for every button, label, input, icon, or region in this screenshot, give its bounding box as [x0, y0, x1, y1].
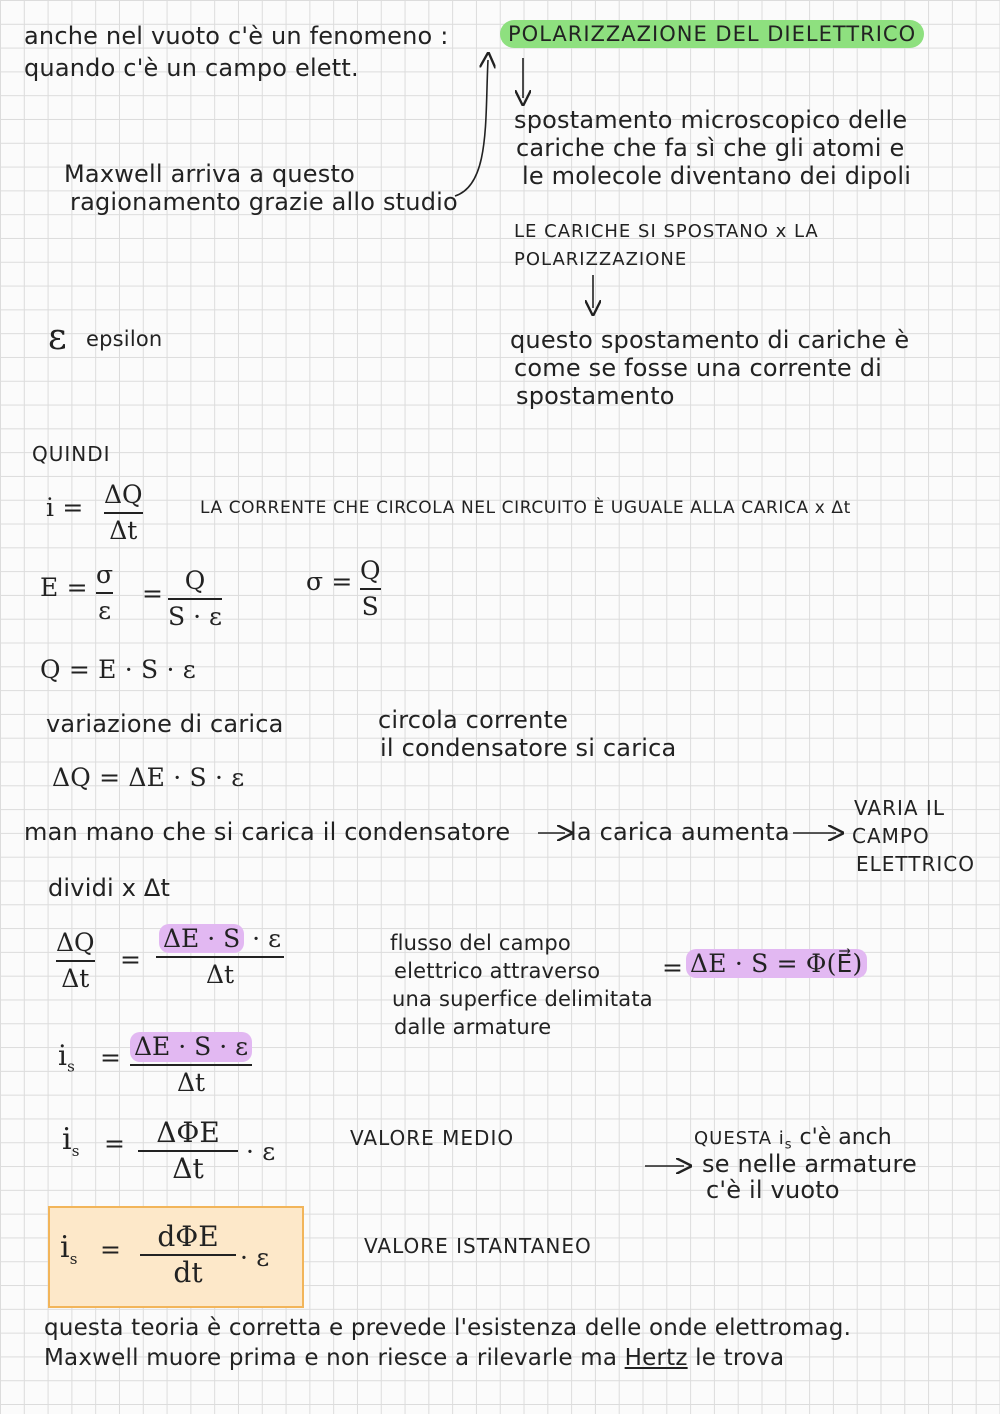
- sigma-den: S: [361, 592, 379, 621]
- eq6-num: ΔE · S · ε: [130, 1032, 252, 1062]
- eq2-fraction1: [96, 560, 113, 626]
- eq2-lhs: E =: [40, 573, 88, 602]
- varia-line2: CAMPO: [852, 824, 930, 848]
- man-mano-text: man mano che si carica il condensatore: [24, 818, 511, 846]
- varia-line1: VARIA IL: [854, 796, 945, 820]
- phi-equation: [686, 950, 867, 978]
- eq5-fraction2: [156, 924, 284, 990]
- varia-line3: ELETTRICO: [856, 852, 975, 876]
- spostamento-line1: spostamento microscopico delle: [514, 106, 908, 134]
- eq8-sub: s: [69, 1250, 78, 1268]
- footer-line1: questa teoria è corretta e prevede l'esistenza delle onde elettromag.: [44, 1315, 852, 1341]
- eq1-fraction: [104, 480, 143, 546]
- eq7-i: i: [62, 1122, 72, 1157]
- footer-line2-a: Maxwell muore prima e non riesce a rilevarle ma: [44, 1345, 618, 1371]
- corrente-note-line1: questo spostamento di cariche è: [510, 326, 910, 354]
- sigma-num: Q: [360, 556, 381, 585]
- man-mano-middle: la carica aumenta: [570, 818, 790, 846]
- variazione-label: variazione di carica: [46, 710, 284, 738]
- eq2-num2: Q: [184, 566, 206, 595]
- eq4: ΔQ = ΔE · S · ε: [52, 763, 245, 792]
- eq1-description: LA CORRENTE CHE CIRCOLA NEL CIRCUITO È UGUALE ALLA CARICA x Δt: [200, 498, 851, 518]
- eq8-lhs: [60, 1230, 78, 1273]
- eq2-equals: =: [142, 579, 164, 608]
- eq6-equals: =: [100, 1043, 122, 1072]
- circola-line1: circola corrente: [378, 706, 569, 734]
- cariche-note-line2: POLARIZZAZIONE: [514, 249, 688, 270]
- maxwell-note-line1: Maxwell arriva a questo: [64, 160, 355, 188]
- fraction-bar: [104, 512, 143, 514]
- hertz-name: Hertz: [624, 1345, 688, 1371]
- epsilon-symbol: ε: [48, 317, 67, 358]
- questa-note-sub: s: [784, 1137, 793, 1153]
- eq5-den2: Δt: [205, 960, 235, 989]
- eq5-num2-highlight: ΔE · S: [159, 924, 244, 953]
- questa-note-tail: c'è anch: [792, 1125, 892, 1150]
- eq5-equals-b: =: [662, 953, 684, 982]
- corrente-note-line3: spostamento: [516, 382, 675, 410]
- eq5-num2-tail: · ε: [244, 924, 282, 953]
- questa-note-line2: se nelle armature: [702, 1150, 917, 1178]
- footer-line2-c: le trova: [695, 1345, 785, 1371]
- eq3: Q = E · S · ε: [40, 655, 196, 684]
- flusso-line4: dalle armature: [394, 1015, 552, 1039]
- corrente-note-line2: come se fosse una corrente di: [514, 354, 882, 382]
- questa-note-text: QUESTA i: [694, 1128, 785, 1149]
- eq8-num: dΦE: [157, 1220, 219, 1253]
- eq5-num1: ΔQ: [56, 928, 95, 957]
- eq7-lhs: [62, 1122, 80, 1165]
- fraction-bar: [130, 1064, 252, 1066]
- eq1-lhs: i =: [46, 493, 84, 522]
- eq2-fraction2: [168, 566, 222, 632]
- fraction-bar: [96, 592, 113, 594]
- circola-line2: il condensatore si carica: [380, 734, 677, 762]
- quindi-label: QUINDI: [32, 442, 111, 466]
- eq7-sub: s: [71, 1142, 80, 1160]
- flusso-line3: una superfice delimitata: [392, 987, 653, 1011]
- sigma-fraction: [360, 556, 381, 622]
- eq5-den1: Δt: [61, 964, 90, 993]
- eq6-fraction: [130, 1032, 252, 1098]
- fraction-bar: [156, 956, 284, 958]
- eq6-den: Δt: [176, 1068, 206, 1097]
- flusso-line2: elettrico attraverso: [394, 959, 601, 983]
- eq7-tail: · ε: [246, 1137, 276, 1166]
- flusso-line1: flusso del campo: [390, 931, 571, 955]
- eq8-i: i: [60, 1230, 70, 1265]
- eq6-sub: s: [67, 1057, 76, 1076]
- phi-highlight: ΔE · S = Φ(E⃗): [686, 949, 867, 978]
- epsilon-label: epsilon: [86, 327, 163, 351]
- fraction-bar: [360, 588, 381, 590]
- fraction-bar: [56, 960, 95, 962]
- eq8-equals: =: [100, 1235, 122, 1264]
- valore-istantaneo-label: VALORE ISTANTANEO: [364, 1234, 592, 1258]
- eq5-equals: =: [120, 945, 142, 974]
- questa-note-line3: c'è il vuoto: [706, 1176, 840, 1204]
- eq1-den: Δt: [109, 516, 138, 545]
- spostamento-line2: cariche che fa sì che gli atomi e: [516, 134, 905, 162]
- eq5-num2-wrap: [159, 924, 281, 954]
- dividi-label: dividi x Δt: [48, 874, 171, 902]
- eq8-fraction: [140, 1222, 236, 1288]
- eq7-num: ΔΦE: [156, 1116, 220, 1149]
- eq8-den: dt: [173, 1256, 203, 1289]
- eq5-fraction1: [56, 928, 95, 994]
- sigma-lhs: σ =: [306, 567, 353, 596]
- valore-medio-label: VALORE MEDIO: [350, 1126, 515, 1150]
- polarizzazione-highlight: [500, 20, 924, 48]
- eq7-fraction: [138, 1118, 238, 1184]
- intro-line2: quando c'è un campo elett.: [24, 54, 359, 82]
- spostamento-line3: le molecole diventano dei dipoli: [522, 162, 912, 190]
- curved-arrow-icon: [455, 60, 488, 196]
- maxwell-note-line2: ragionamento grazie allo studio: [70, 188, 458, 216]
- fraction-bar: [168, 598, 222, 600]
- eq7-equals: =: [104, 1129, 126, 1158]
- intro-line1: anche nel vuoto c'è un fenomeno :: [24, 22, 449, 50]
- eq1-num: ΔQ: [104, 480, 143, 509]
- eq8-tail: · ε: [240, 1243, 270, 1272]
- footer-line2: [44, 1344, 784, 1372]
- eq7-den: Δt: [172, 1152, 204, 1185]
- eq2-num1: σ: [96, 560, 114, 589]
- eq6-lhs: [58, 1039, 76, 1081]
- cariche-note-line1: LE CARICHE SI SPOSTANO x LA: [514, 221, 819, 242]
- eq2-den2: S · ε: [168, 602, 222, 631]
- eq6-i: i: [58, 1039, 68, 1072]
- eq2-den1: ε: [98, 596, 112, 625]
- highlight-text: POLARIZZAZIONE DEL DIELETTRICO: [500, 20, 924, 48]
